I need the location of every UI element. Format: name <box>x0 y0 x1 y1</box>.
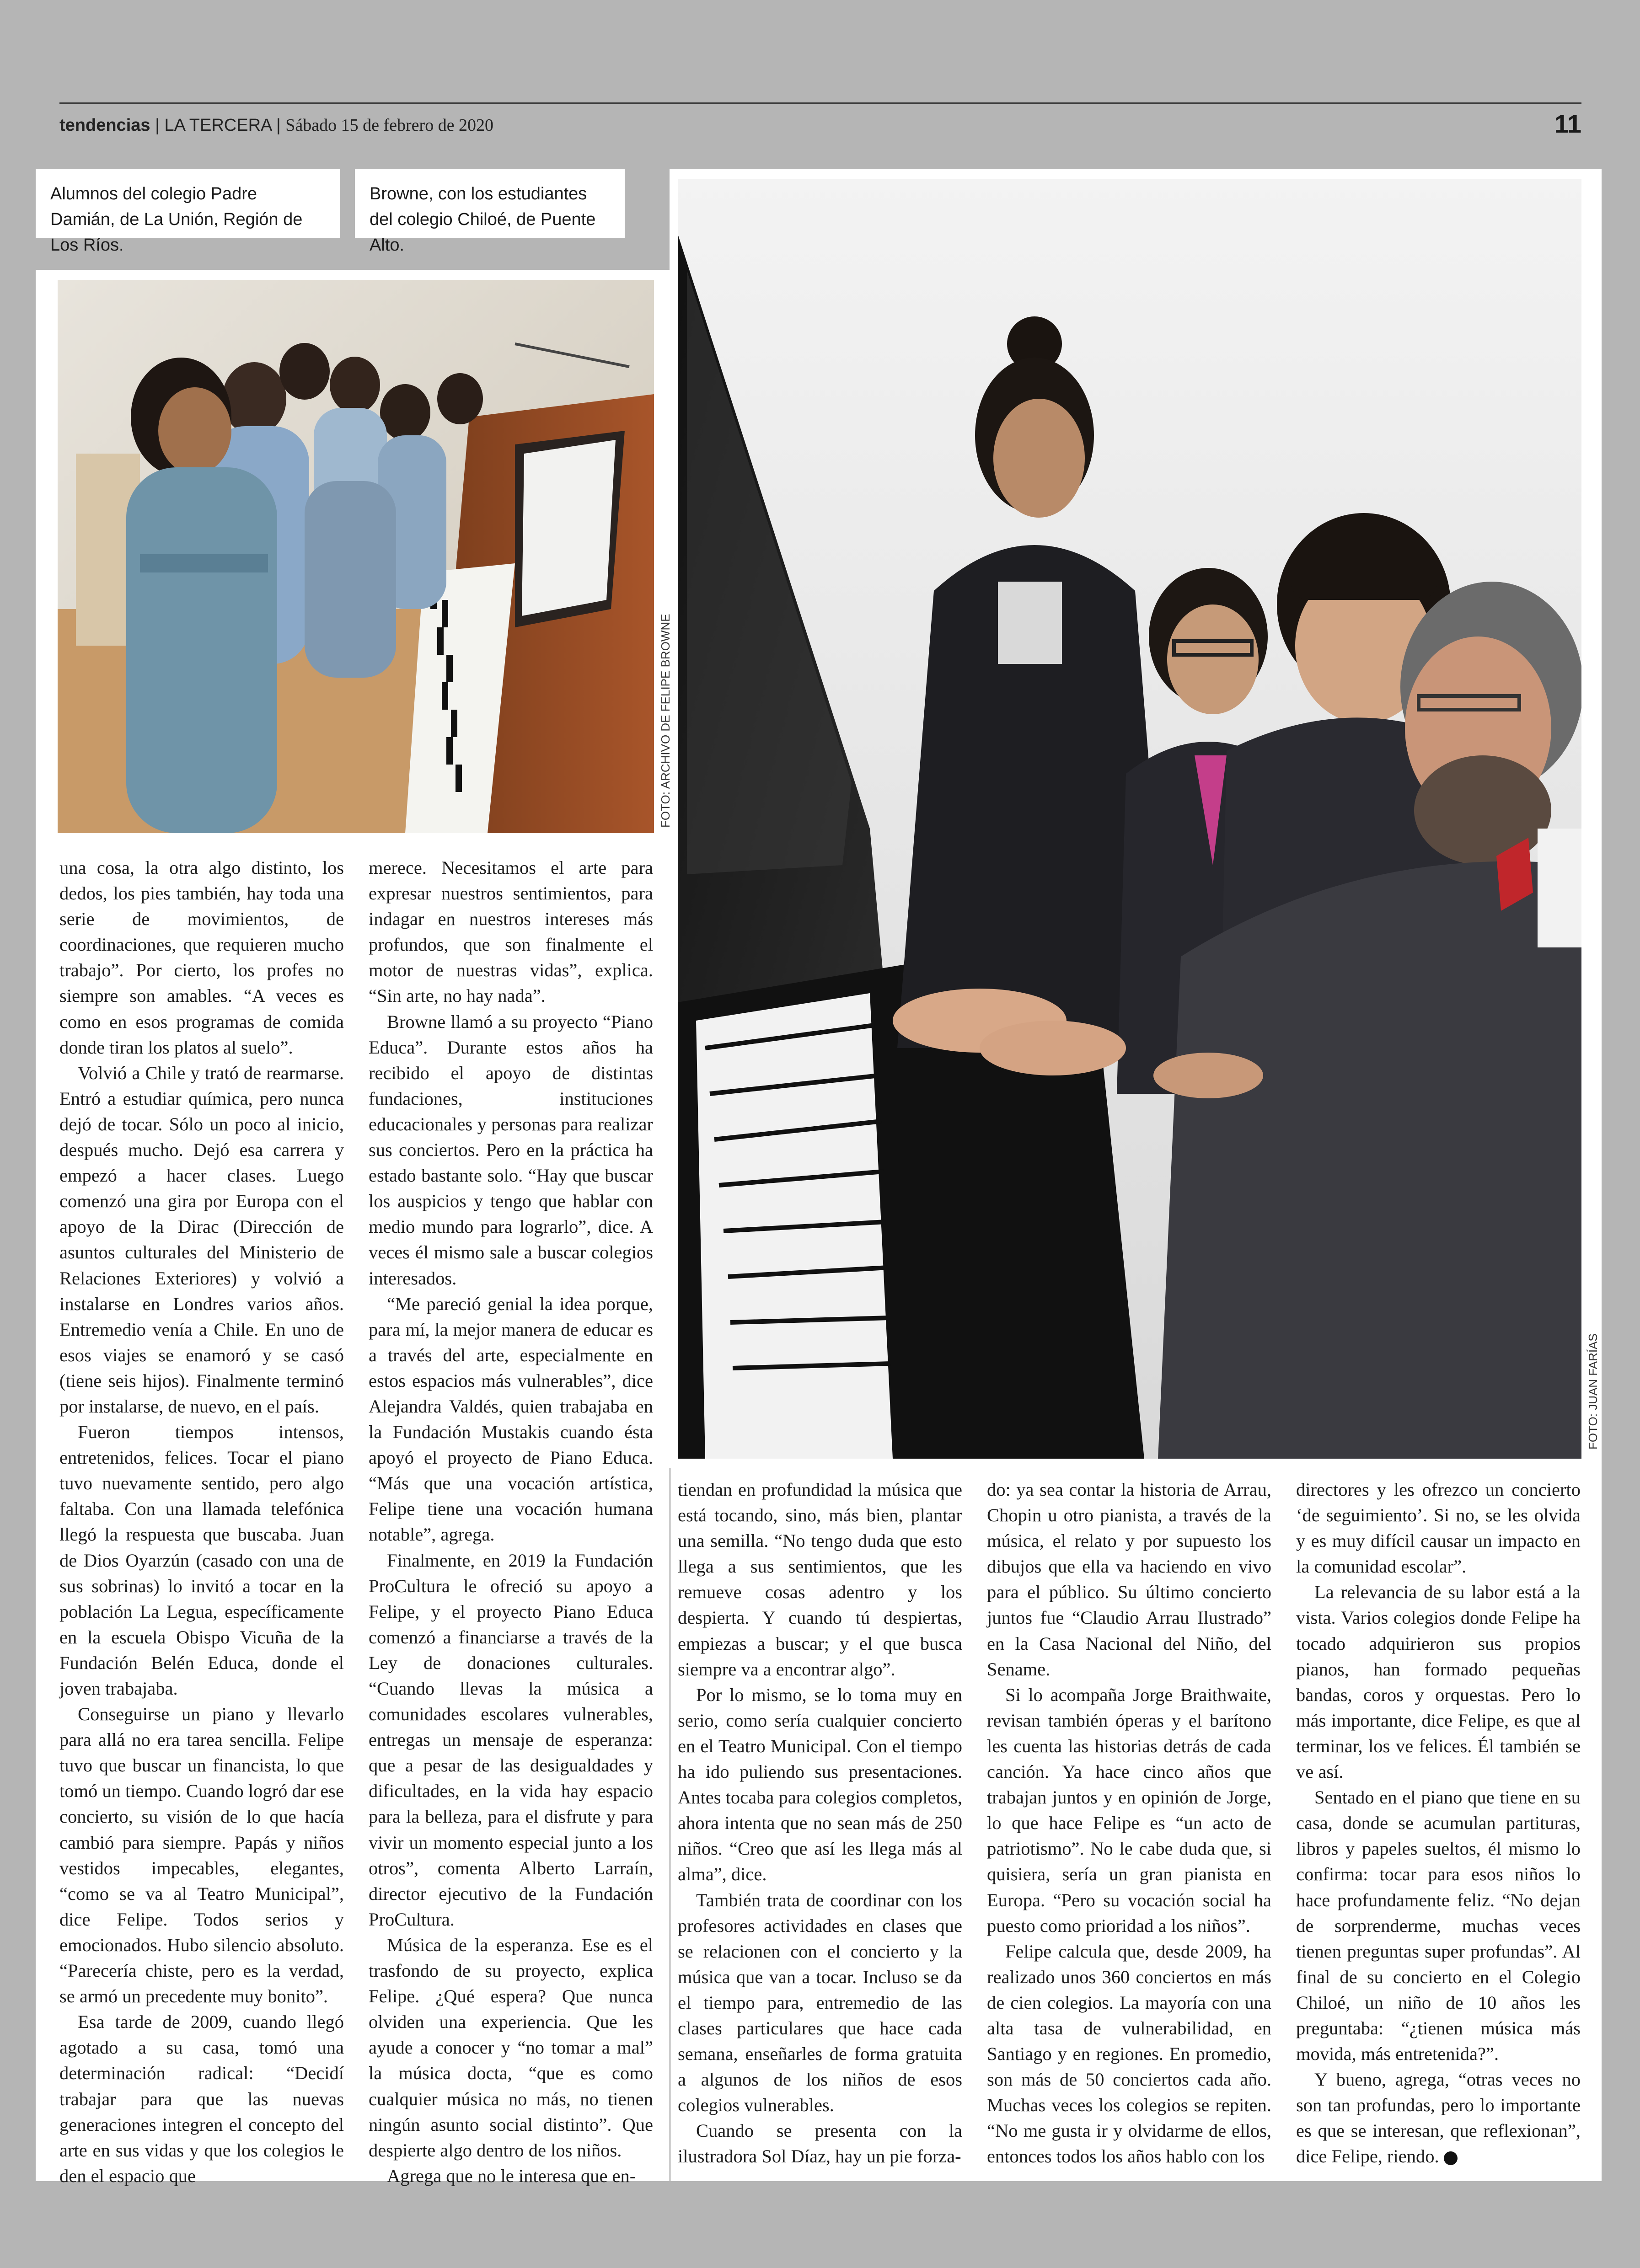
article-column-1 <box>59 855 344 2186</box>
paragraph: La relevancia de su labor está a la vista. Varios colegios donde Felipe ha tocado adquirieron sus propios pianos, han formado pequeñas bandas, coros y orquestas. Pero lo más importante, dice Felipe, es que al terminar, los ve felices. Él también se ve así. <box>1296 1582 1581 1782</box>
photo-children-at-piano <box>58 280 654 833</box>
paragraph: una cosa, la otra algo distinto, los dedos, los pies también, hay toda una serie de movimientos, de coordinaciones, que requieren mucho trabajo”. Por cierto, los profes no siempre son amables. “A veces es como en esos programas de comida donde tiran los platos al suelo”. <box>59 857 344 1058</box>
photo-pianist-with-students <box>678 179 1581 1459</box>
article-column-5 <box>1296 1477 1581 2172</box>
paragraph: merece. Necesitamos el arte para expresar nuestros sentimientos, para indagar en nuestros intereses más profundos, que son finalmente el motor de nuestras vidas”, explica. “Sin arte, no hay nada”. <box>369 857 653 1006</box>
photo-credit-left: FOTO: ARCHIVO DE FELIPE BROWNE <box>659 614 672 828</box>
photo-caption-right: Browne, con los estudiantes del colegio Chiloé, de Puente Alto. <box>355 169 625 238</box>
pianist-students-illustration <box>678 179 1581 1459</box>
page-number: 11 <box>1554 109 1581 138</box>
paragraph: directores y les ofrezco un concierto ‘de seguimiento’. Si no, se les olvida y es muy difícil causar un impacto en la comunidad escolar”. <box>1296 1479 1581 1577</box>
paragraph: “Me pareció genial la idea porque, para mí, la mejor manera de educar es a través del arte, especialmente en estos espacios más vulnerables”, dice Alejandra Valdés, quien trabajaba en la Fundación Mustakis cuando ésta apoyó el proyecto de Piano Educa. “Más que una vocación artística, Felipe tiene una vocación humana notable”, agrega. <box>369 1293 653 1545</box>
paragraph: Si lo acompaña Jorge Braithwaite, revisan también óperas y el barítono les cuenta las historias detrás de cada canción. Ya hace cinco años que trabajan juntos y en opinión de Jorge, lo que hace Felipe es “un acto de patriotismo”. No le cabe duda que, si quisiera, sería un gran pianista en Europa. “Pero su vocación social ha puesto como prioridad a los niños”. <box>987 1684 1271 1936</box>
children-piano-illustration <box>58 280 654 833</box>
end-mark-icon: T <box>1444 2151 1458 2165</box>
paragraph-final <box>1296 2067 1581 2169</box>
paragraph: Browne llamó a su proyecto “Piano Educa”. Durante estos años ha recibido el apoyo de distintas fundaciones, instituciones educacionales y personas para realizar sus conciertos. Pero en la práctica ha estado bastante solo. “Hay que buscar los auspicios y tengo que hablar con medio mundo para lograrlo”, dice. A veces él mismo sale a buscar colegios interesados. <box>369 1011 653 1289</box>
paragraph: Cuando se presenta con la ilustradora Sol Díaz, hay un pie forza- <box>678 2120 962 2167</box>
photo-credit-right: FOTO: JUAN FARÍAS <box>1586 1333 1600 1450</box>
header-separator: | <box>276 116 286 135</box>
paragraph: tiendan en profundidad la música que está tocando, sino, más bien, plantar una semilla. “No tengo duda que esto llega a sus sentimientos, que les remueve cosas adentro y los despierta. Y cuando tú despiertas, empiezas a buscar; y el que busca siempre va a encontrar algo”. <box>678 1479 962 1680</box>
article-column-3 <box>678 1477 962 2172</box>
paragraph-final-text: Y bueno, agrega, “otras veces no son tan profundas, pero lo importante es que se interesan, que reflexionan”, dice Felipe, riendo. <box>1296 2069 1581 2167</box>
article-column-2 <box>369 855 653 2186</box>
paragraph: Música de la esperanza. Ese es el trasfondo de su proyecto, explica Felipe. ¿Qué espera? Que nunca olviden una experiencia. Que les ayude a conocer y “no tomar a mal” la música docta, “que es como cualquier música no más, no tienen ningún asunto social distinto”. Que despierte algo dentro de los niños. <box>369 1934 653 2161</box>
section-name: tendencias <box>59 116 150 135</box>
paragraph: do: ya sea contar la historia de Arrau, Chopin u otro pianista, a través de la música, el relato y por supuesto los dibujos que ella va haciendo en vivo para el público. Su último concierto juntos fue “Claudio Arrau Ilustrado” en la Casa Nacional del Niño, del Sename. <box>987 1479 1271 1680</box>
header-rule <box>59 102 1581 104</box>
paragraph: Felipe calcula que, desde 2009, ha realizado unos 360 conciertos en más de cien colegios. La mayoría con una alta tasa de vulnerabilidad, en Santiago y en regiones. En promedio, son más de 50 conciertos cada año. Muchas veces los colegios se repiten. “No me gusta ir y olvidarme de ellos, entonces todos los años hablo con los <box>987 1941 1271 2167</box>
paragraph: Sentado en el piano que tiene en su casa, donde se acumulan partituras, libros y papeles sueltos, él mismo lo confirma: tocar para esos niños lo hace profundamente feliz. “No dejan de sorprenderme, muchas veces tienen preguntas super profundas”. Al final de su concierto en el Colegio Chiloé, un niño de 10 años les preguntaba: “¿tienen música más movida, más entretenida?”. <box>1296 1787 1581 2065</box>
page-header <box>59 112 1523 139</box>
photo-caption-left: Alumnos del colegio Padre Damián, de La Unión, Región de Los Ríos. <box>36 169 340 238</box>
paragraph: Esa tarde de 2009, cuando llegó agotado a su casa, tomó una determinación radical: “Decidí trabajar para que las nuevas generaciones integren el concepto del arte en sus vidas y que los colegios le den el espacio que <box>59 2011 344 2186</box>
paragraph: Fueron tiempos intensos, entretenidos, felices. Tocar el piano tuvo nuevamente sentido, pero algo faltaba. Con una llamada telefónica llegó la respuesta que buscaba. Juan de Dios Oyarzún (casado con una de sus sobrinas) lo invitó a tocar en la población La Legua, específicamente en la escuela Obispo Vicuña de la Fundación Belén Educa, donde el joven trabajaba. <box>59 1422 344 1699</box>
issue-date: Sábado 15 de febrero de 2020 <box>285 116 494 135</box>
paragraph: Volvió a Chile y trató de rearmarse. Entró a estudiar química, pero nunca dejó de tocar. Sólo un poco al inicio, después mucho. Dejó esa carrera y empezó a hacer clases. Luego comenzó una gira por Europa con el apoyo de la Dirac (Dirección de asuntos culturales del Ministerio de Relaciones Exteriores) y volvió a instalarse en Londres varios años. Entremedio venía a Chile. En uno de esos viajes se enamoró y se casó (tiene seis hijos). Finalmente terminó por instalarse, de nuevo, en el país. <box>59 1062 344 1417</box>
publication-name: LA TERCERA <box>164 116 272 135</box>
paragraph: Conseguirse un piano y llevarlo para allá no era tarea sencilla. Felipe tuvo que buscar un financista, lo que tomó un tiempo. Cuando logró dar ese concierto, su visión de lo que hacía cambió para siempre. Papás y niños vestidos impecables, elegantes, “como se va al Teatro Municipal”, dice Felipe. Todos serios y emocionados. Hubo silencio absoluto. “Parecería chiste, pero es la verdad, se armó un precedente muy bonito”. <box>59 1704 344 2007</box>
paragraph: Agrega que no le interesa que en- <box>387 2165 636 2186</box>
paragraph: También trata de coordinar con los profesores actividades en clases que se relacionen con el concierto y la música que van a tocar. Incluso se da el tiempo para, entremedio de las clases particulares que hace cada semana, enseñarles de forma gratuita a algunos de los niños de esos colegios vulnerables. <box>678 1889 962 2116</box>
header-separator: | <box>155 116 165 135</box>
paragraph: Por lo mismo, se lo toma muy en serio, como sería cualquier concierto en el Teatro Municipal. Con el tiempo ha ido puliendo sus presentaciones. Antes tocaba para colegios completos, ahora intenta que no sean más de 250 niños. “Creo que así les llega más al alma”, dice. <box>678 1684 962 1885</box>
paragraph: Finalmente, en 2019 la Fundación ProCultura le ofreció su apoyo a Felipe, y el proyecto Piano Educa comenzó a financiarse a través de la Ley de donaciones culturales. “Cuando llevas la música a comunidades escolares vulnerables, entregas un mensaje de esperanza: que a pesar de las desigualdades y dificultades, en la vida hay espacio para la belleza, para el disfrute y para vivir un momento especial junto a los otros”, comenta Alberto Larraín, director ejecutivo de la Fundación ProCultura. <box>369 1550 653 1930</box>
article-column-4 <box>987 1477 1271 2172</box>
